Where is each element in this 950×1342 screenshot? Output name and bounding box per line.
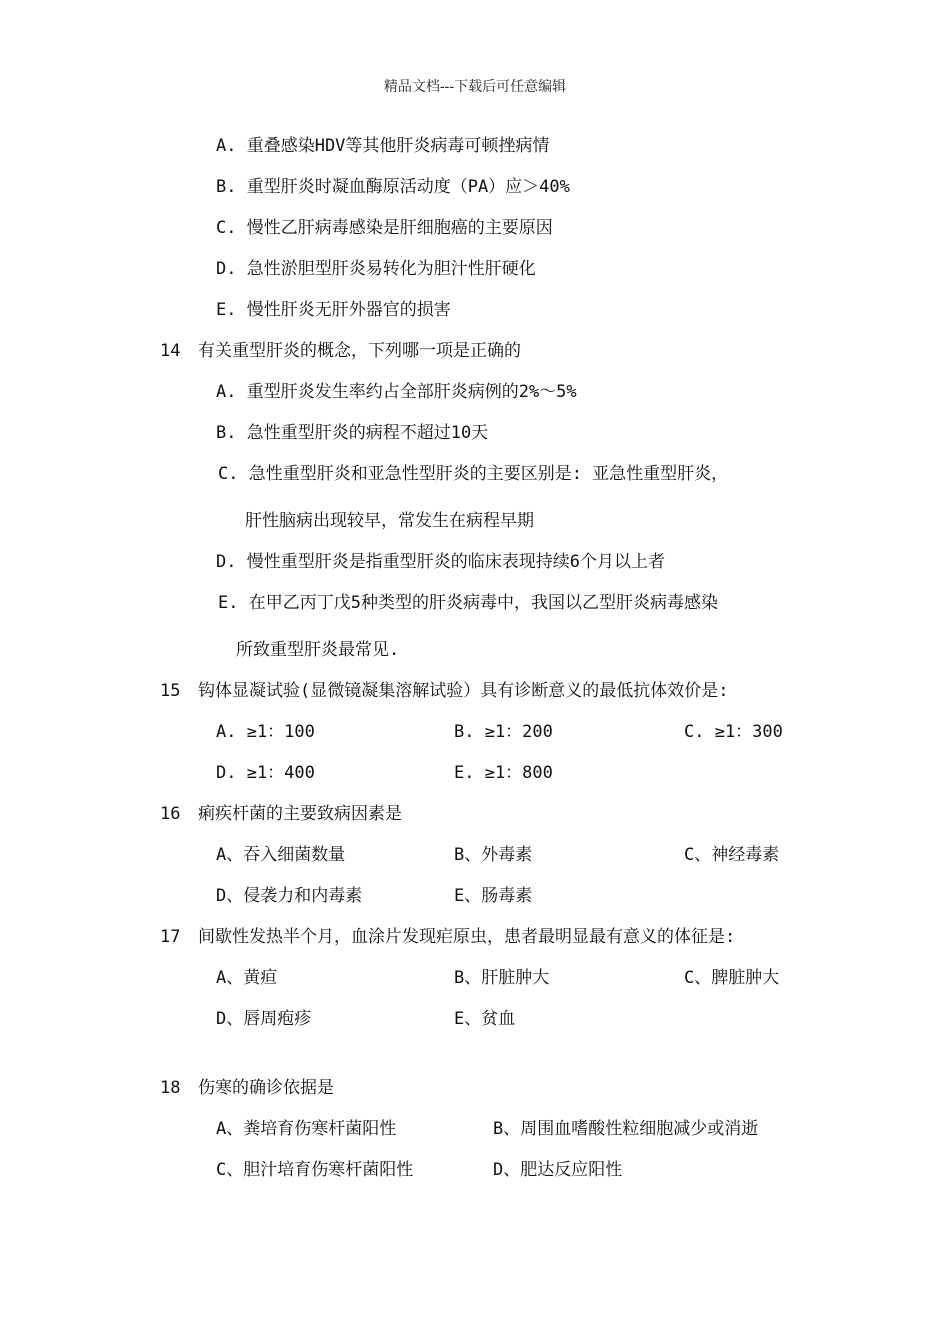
q16-stem: 痢疾杆菌的主要致病因素是	[198, 804, 402, 824]
q16-option-c: C、神经毒素	[684, 845, 780, 865]
q15-option-a: A. ≥1：100	[216, 722, 315, 742]
q16-option-d: D、侵袭力和内毒素	[216, 886, 363, 906]
q13-option-d: D. 急性淤胆型肝炎易转化为胆汁性肝硬化	[216, 259, 536, 279]
q14-option-a: A. 重型肝炎发生率约占全部肝炎病例的2%～5%	[216, 382, 577, 402]
q18-option-d: D、肥达反应阳性	[493, 1160, 623, 1180]
q18-option-b: B、周围血嗜酸性粒细胞减少或消逝	[493, 1119, 759, 1139]
q16-option-e: E、肠毒素	[454, 886, 533, 906]
q13-option-e: E. 慢性肝炎无肝外器官的损害	[216, 300, 451, 320]
q15-option-d: D. ≥1：400	[216, 763, 315, 783]
q17-number: 17	[160, 927, 181, 947]
q15-option-e: E. ≥1：800	[454, 763, 553, 783]
q14-number: 14	[160, 341, 181, 361]
q13-option-b: B. 重型肝炎时凝血酶原活动度（PA）应＞40%	[216, 177, 570, 197]
q18-stem: 伤寒的确诊依据是	[198, 1078, 334, 1098]
q14-stem: 有关重型肝炎的概念，下列哪一项是正确的	[198, 341, 521, 361]
q18-option-c: C、胆汁培育伤寒杆菌阳性	[216, 1160, 414, 1180]
q16-option-b: B、外毒素	[454, 845, 533, 865]
q15-option-b: B. ≥1：200	[454, 722, 553, 742]
q15-number: 15	[160, 681, 181, 701]
q17-option-b: B、肝脏肿大	[454, 968, 550, 988]
q13-option-c: C. 慢性乙肝病毒感染是肝细胞癌的主要原因	[216, 218, 553, 238]
q14-option-c-line2: 肝性脑病出现较早，常发生在病程早期	[245, 511, 534, 531]
q13-option-a: A. 重叠感染HDV等其他肝炎病毒可顿挫病情	[216, 136, 550, 156]
q17-option-a: A、黄疸	[216, 968, 278, 988]
q14-option-d: D. 慢性重型肝炎是指重型肝炎的临床表现持续6个月以上者	[216, 552, 665, 572]
page-header: 精品文档---下载后可任意编辑	[383, 79, 567, 95]
q18-number: 18	[160, 1078, 181, 1098]
q16-number: 16	[160, 804, 181, 824]
q15-stem: 钩体显凝试验(显微镜凝集溶解试验）具有诊断意义的最低抗体效价是:	[198, 681, 729, 701]
q15-option-c: C. ≥1：300	[684, 722, 783, 742]
q18-option-a: A、粪培育伤寒杆菌阳性	[216, 1119, 397, 1139]
q14-option-e-line1: E. 在甲乙丙丁戊5种类型的肝炎病毒中，我国以乙型肝炎病毒感染	[218, 593, 718, 613]
q16-option-a: A、吞入细菌数量	[216, 845, 346, 865]
q14-option-e-line2: 所致重型肝炎最常见.	[236, 640, 400, 660]
q14-option-c-line1: C. 急性重型肝炎和亚急性型肝炎的主要区别是: 亚急性重型肝炎，	[218, 464, 729, 484]
q14-option-b: B. 急性重型肝炎的病程不超过10天	[216, 423, 489, 443]
q17-option-e: E、贫血	[454, 1009, 516, 1029]
q17-option-d: D、唇周疱疹	[216, 1009, 312, 1029]
q17-stem: 间歇性发热半个月，血涂片发现疟原虫，患者最明显最有意义的体征是:	[198, 927, 736, 947]
q17-option-c: C、脾脏肿大	[684, 968, 780, 988]
